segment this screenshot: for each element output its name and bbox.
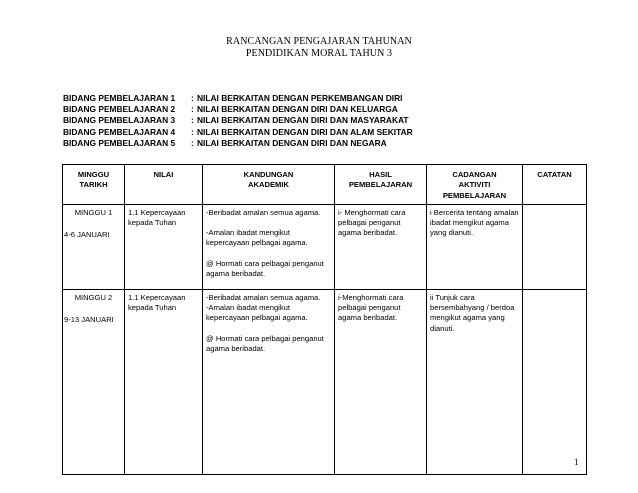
- learning-area-row: [63, 104, 413, 115]
- title-line-1: RANCANGAN PENGAJARAN TAHUNAN: [226, 36, 412, 47]
- cell-hasil: i-Menghormati cara pelbagai penganut agama beribadat.: [335, 289, 427, 474]
- header-hasil: HASIL: [369, 170, 392, 179]
- title-line-2: PENDIDIKAN MORAL TAHUN 3: [245, 48, 393, 59]
- header-nilai-text: NILAI: [153, 170, 174, 179]
- cell-hasil: i- Menghormati cara pelbagai penganut agama beribadat.: [335, 204, 427, 289]
- learning-areas-list: [63, 93, 413, 149]
- cell-week: [63, 289, 125, 474]
- cell-cadangan: ii Tunjuk cara bersembahyang / berdoa mengikut agama yang dianuti.: [427, 289, 523, 474]
- cell-cadangan: i Bercerita tentang amalan ibadat mengikut agama yang dianuti.: [427, 204, 523, 289]
- cell-week: [63, 204, 125, 289]
- learning-area-description: NILAI BERKAITAN DENGAN DIRI DAN KELUARGA: [197, 104, 398, 115]
- learning-area-row: [63, 115, 413, 126]
- learning-area-description: NILAI BERKAITAN DENGAN DIRI DAN MASYARAKAT: [197, 115, 409, 126]
- learning-area-colon: :: [191, 137, 194, 148]
- week-label: MINGGU 2: [74, 292, 113, 302]
- kandungan-item: -Beribadat amalan semua agama.: [206, 207, 321, 217]
- header-aktiviti: AKTIVITI: [458, 180, 491, 190]
- kandungan-item: @ Hormati cara pelbagai penganut agama beribadat.: [206, 258, 324, 279]
- table-row: [63, 204, 587, 289]
- learning-area-colon: :: [191, 126, 194, 137]
- header-cadangan-pembelajaran: PEMBELAJARAN: [442, 190, 507, 200]
- header-minggu: MINGGU: [77, 170, 110, 179]
- document-title: [0, 36, 638, 60]
- learning-area-description: NILAI BERKAITAN DENGAN DIRI DAN NEGARA: [197, 137, 387, 148]
- learning-area-label: BIDANG PEMBELAJARAN 2: [63, 104, 176, 115]
- lesson-plan-table: [62, 164, 587, 475]
- week-date: 9-13 JANUARI: [64, 315, 114, 325]
- learning-area-label: BIDANG PEMBELAJARAN 4: [63, 126, 176, 137]
- table-row: [63, 289, 587, 474]
- cell-nilai: 1.1 Kepercayaan kepada Tuhan: [125, 289, 203, 474]
- header-cadangan: CADANGAN: [452, 170, 497, 179]
- learning-area-row: [63, 127, 413, 138]
- week-date: 4-6 JANUARI: [64, 230, 110, 240]
- cell-nilai: 1.1 Kepercayaan kepada Tuhan: [125, 204, 203, 289]
- header-catatan: [523, 165, 587, 205]
- learning-area-row: [63, 93, 413, 104]
- learning-area-label: BIDANG PEMBELAJARAN 5: [63, 137, 176, 148]
- kandungan-item: -Amalan ibadat mengikut kepercayaan pelbagai agama.: [206, 228, 308, 248]
- header-cadangan-aktiviti: [427, 165, 523, 205]
- header-hasil-pembelajaran: [335, 165, 427, 205]
- header-minggu-tarikh: [63, 165, 125, 205]
- header-akademik: AKADEMIK: [248, 180, 289, 190]
- header-catatan-text: CATATAN: [537, 170, 572, 179]
- learning-area-colon: :: [191, 115, 194, 126]
- header-pembelajaran: PEMBELAJARAN: [348, 180, 413, 190]
- kandungan-item: -Amalan ibadat mengikut kepercayaan pelbagai agama.: [206, 303, 308, 323]
- learning-area-label: BIDANG PEMBELAJARAN 3: [63, 115, 176, 126]
- page-number: 1: [574, 457, 579, 467]
- learning-area-label: BIDANG PEMBELAJARAN 1: [63, 93, 176, 103]
- learning-area-description: NILAI BERKAITAN DENGAN PERKEMBANGAN DIRI: [197, 93, 403, 103]
- header-kandungan: KANDUNGAN: [243, 170, 294, 179]
- learning-area-description: NILAI BERKAITAN DENGAN DIRI DAN ALAM SEKITAR: [197, 126, 413, 137]
- kandungan-item: @ Hormati cara pelbagai penganut agama beribadat.: [206, 333, 324, 354]
- header-tarikh: TARIKH: [79, 180, 108, 190]
- week-label: MINGGU 1: [74, 207, 113, 217]
- learning-area-colon: :: [191, 93, 194, 103]
- cell-catatan: [523, 204, 587, 289]
- cell-catatan: [523, 289, 587, 474]
- header-kandungan-akademik: [203, 165, 335, 205]
- learning-area-row: [63, 138, 413, 149]
- kandungan-item: -Beribadat amalan semua agama.: [206, 292, 321, 302]
- cell-kandungan: [203, 289, 335, 474]
- table-header-row: [63, 165, 587, 205]
- header-nilai: [125, 165, 203, 205]
- learning-area-colon: :: [191, 104, 194, 115]
- cell-kandungan: [203, 204, 335, 289]
